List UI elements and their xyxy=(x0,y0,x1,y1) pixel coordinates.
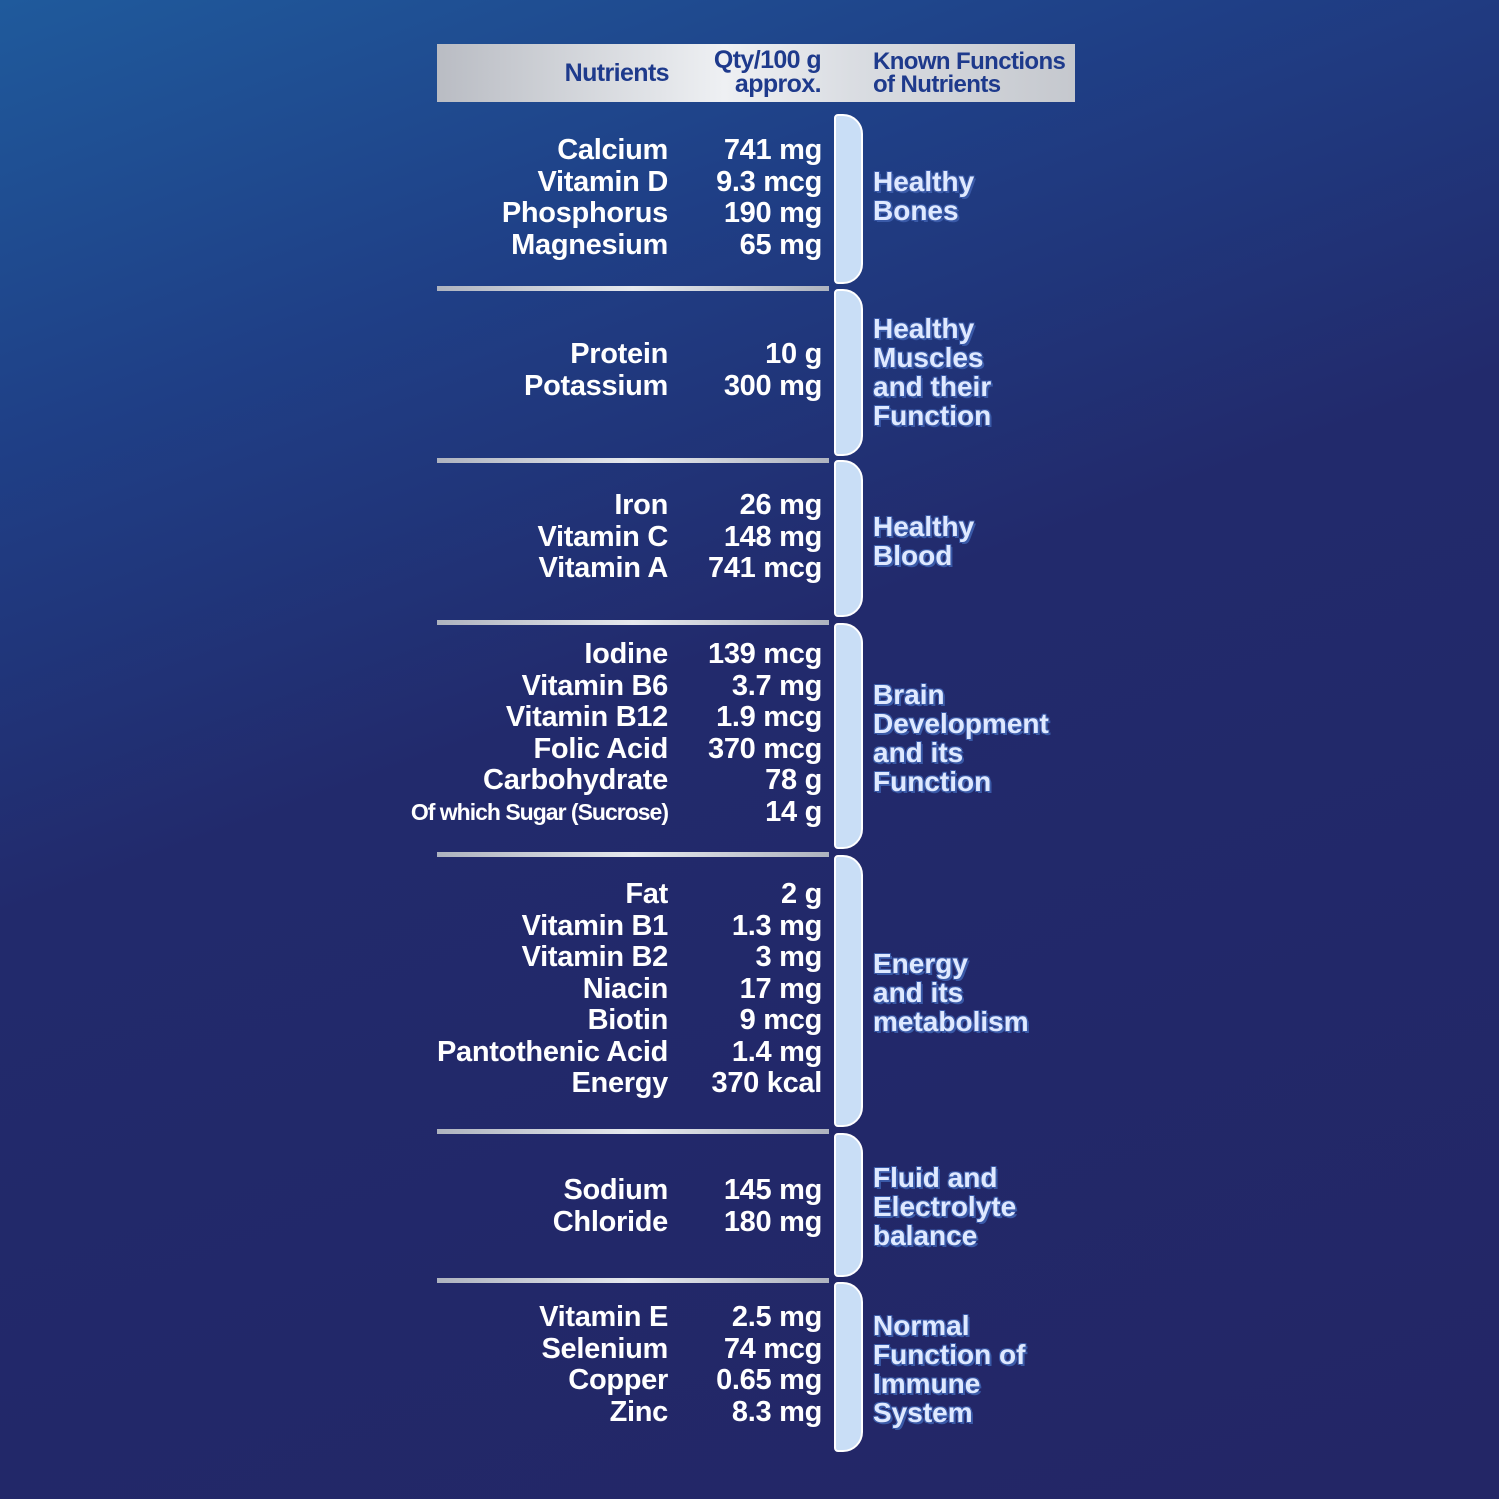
nutrient-name: Energy xyxy=(571,1067,668,1099)
nutrient-quantity: 148 mg xyxy=(723,520,822,553)
nutrient-name: Vitamin B12 xyxy=(505,701,668,733)
group-bracket xyxy=(834,855,863,1127)
nutrient-quantities xyxy=(686,1175,822,1238)
header-functions-line2: of Nutrients xyxy=(873,71,1001,98)
nutrient-quantity: 190 mg xyxy=(723,197,822,229)
nutrient-quantity: 370 kcal xyxy=(711,1067,822,1099)
nutrient-quantity: 74 mcg xyxy=(723,1332,822,1365)
function-label-line: Muscles xyxy=(873,342,984,373)
function-label xyxy=(873,1311,1093,1427)
group-divider xyxy=(437,1129,829,1134)
nutrient-quantity: 145 mg xyxy=(723,1174,822,1206)
nutrient-quantity: 300 mg xyxy=(723,369,822,402)
nutrient-names xyxy=(400,135,668,261)
nutrient-quantity: 139 mcg xyxy=(708,638,822,670)
header-quantity-line1: Qty/100 g xyxy=(713,46,821,74)
nutrient-quantity: 26 mg xyxy=(739,489,822,521)
nutrient-names xyxy=(400,639,668,828)
nutrient-name: Sodium xyxy=(563,1174,668,1206)
function-label-line: Brain xyxy=(873,679,945,710)
nutrient-name: Copper xyxy=(568,1364,668,1396)
table-header xyxy=(437,44,1075,102)
function-label-line: Blood xyxy=(873,540,953,571)
nutrient-name: Protein xyxy=(570,338,668,370)
nutrient-quantity: 10 g xyxy=(765,338,822,370)
nutrient-quantity: 1.9 mcg xyxy=(716,701,822,733)
nutrient-name: Phosphorus xyxy=(501,197,668,229)
nutrient-name: Chloride xyxy=(552,1205,668,1238)
nutrient-quantity: 741 mcg xyxy=(708,552,822,584)
nutrient-quantities xyxy=(686,1302,822,1428)
nutrient-quantity: 1.3 mg xyxy=(731,909,822,942)
nutrient-quantity: 180 mg xyxy=(723,1205,822,1238)
group-divider xyxy=(437,1278,829,1283)
nutrient-names xyxy=(400,1302,668,1428)
nutrient-quantity: 14 g xyxy=(765,795,822,828)
nutrient-quantities xyxy=(686,135,822,261)
nutrient-name: Niacin xyxy=(582,972,668,1005)
header-functions xyxy=(873,50,1073,96)
nutrient-quantity: 3 mg xyxy=(755,941,822,973)
header-nutrients: Nutrients xyxy=(564,59,669,87)
group-bracket xyxy=(834,289,863,456)
nutrient-quantities xyxy=(686,639,822,828)
function-label xyxy=(873,949,1093,1036)
function-label-line: Bones xyxy=(873,195,959,226)
nutrient-quantity: 0.65 mg xyxy=(716,1364,822,1396)
nutrient-name: Potassium xyxy=(524,369,668,402)
function-label-line: Function of xyxy=(873,1339,1026,1370)
function-label-line: balance xyxy=(873,1220,978,1251)
nutrient-name: Pantothenic Acid xyxy=(437,1035,668,1068)
function-label-line: Function xyxy=(873,766,992,797)
header-functions-line1: Known Functions xyxy=(873,48,1066,75)
nutrient-name: Selenium xyxy=(541,1332,668,1365)
nutrient-name: Calcium xyxy=(557,134,668,166)
function-label-line: and their xyxy=(873,371,992,402)
function-label-line: metabolism xyxy=(873,1006,1029,1037)
nutrient-name: Zinc xyxy=(609,1395,668,1428)
nutrient-name: Biotin xyxy=(587,1004,668,1036)
nutrient-quantity: 17 mg xyxy=(739,972,822,1005)
function-label xyxy=(873,1163,1093,1250)
function-label-line: Healthy xyxy=(873,511,975,542)
function-label xyxy=(873,314,1093,430)
function-label-line: Electrolyte xyxy=(873,1191,1017,1222)
nutrient-quantity: 9 mcg xyxy=(739,1004,822,1036)
nutrient-quantity: 1.4 mg xyxy=(731,1035,822,1068)
group-divider xyxy=(437,286,829,291)
nutrient-quantity: 2.5 mg xyxy=(731,1301,822,1333)
nutrient-name: Vitamin A xyxy=(538,552,668,584)
nutrient-names xyxy=(400,1175,668,1238)
nutrient-name: Fat xyxy=(625,878,668,910)
function-label-line: Normal xyxy=(873,1310,970,1341)
function-label-line: Fluid and xyxy=(873,1162,998,1193)
nutrient-names xyxy=(400,879,668,1100)
function-label xyxy=(873,167,1093,225)
group-bracket xyxy=(834,623,863,849)
nutrient-name: Vitamin C xyxy=(537,520,668,553)
function-label-line: Development xyxy=(873,708,1049,739)
function-label-line: Energy xyxy=(873,948,968,979)
group-divider xyxy=(437,852,829,857)
function-label-line: and its xyxy=(873,737,964,768)
function-label-line: and its xyxy=(873,977,964,1008)
nutrient-name: Magnesium xyxy=(511,228,668,261)
nutrient-name: Vitamin B2 xyxy=(521,941,668,973)
function-label xyxy=(873,680,1093,796)
nutrient-quantity: 370 mcg xyxy=(708,732,822,765)
nutrient-name: Vitamin B6 xyxy=(521,669,668,702)
nutrient-quantities xyxy=(686,339,822,402)
nutrient-name: Vitamin E xyxy=(539,1301,668,1333)
nutrient-name: Carbohydrate xyxy=(483,764,668,796)
nutrient-name: Folic Acid xyxy=(533,732,668,765)
header-quantity xyxy=(677,48,821,96)
function-label-line: System xyxy=(873,1397,973,1428)
nutrient-quantity: 65 mg xyxy=(739,228,822,261)
nutrient-quantities xyxy=(686,490,822,585)
nutrient-quantity: 2 g xyxy=(781,878,822,910)
group-divider xyxy=(437,458,829,463)
nutrient-names xyxy=(400,490,668,585)
nutrient-quantity: 9.3 mcg xyxy=(716,165,822,198)
function-label-line: Immune xyxy=(873,1368,981,1399)
header-quantity-line2: approx. xyxy=(734,70,821,98)
nutrient-name: Of which Sugar (Sucrose) xyxy=(410,798,668,825)
group-bracket xyxy=(834,1282,863,1452)
nutrient-name: Vitamin B1 xyxy=(521,909,668,942)
nutrient-name: Iron xyxy=(614,489,668,521)
function-label xyxy=(873,512,1093,570)
function-label-line: Healthy xyxy=(873,166,975,197)
group-bracket xyxy=(834,1133,863,1277)
group-bracket xyxy=(834,114,863,284)
group-divider xyxy=(437,620,829,625)
nutrient-quantities xyxy=(686,879,822,1100)
function-label-line: Function xyxy=(873,400,992,431)
nutrient-quantity: 8.3 mg xyxy=(731,1395,822,1428)
nutrient-quantity: 3.7 mg xyxy=(731,669,822,702)
nutrient-quantity: 741 mg xyxy=(723,134,822,166)
function-label-line: Healthy xyxy=(873,313,975,344)
nutrient-name: Iodine xyxy=(584,638,668,670)
nutrient-names xyxy=(400,339,668,402)
nutrient-name: Vitamin D xyxy=(537,165,668,198)
nutrient-quantity: 78 g xyxy=(765,764,822,796)
group-bracket xyxy=(834,460,863,617)
